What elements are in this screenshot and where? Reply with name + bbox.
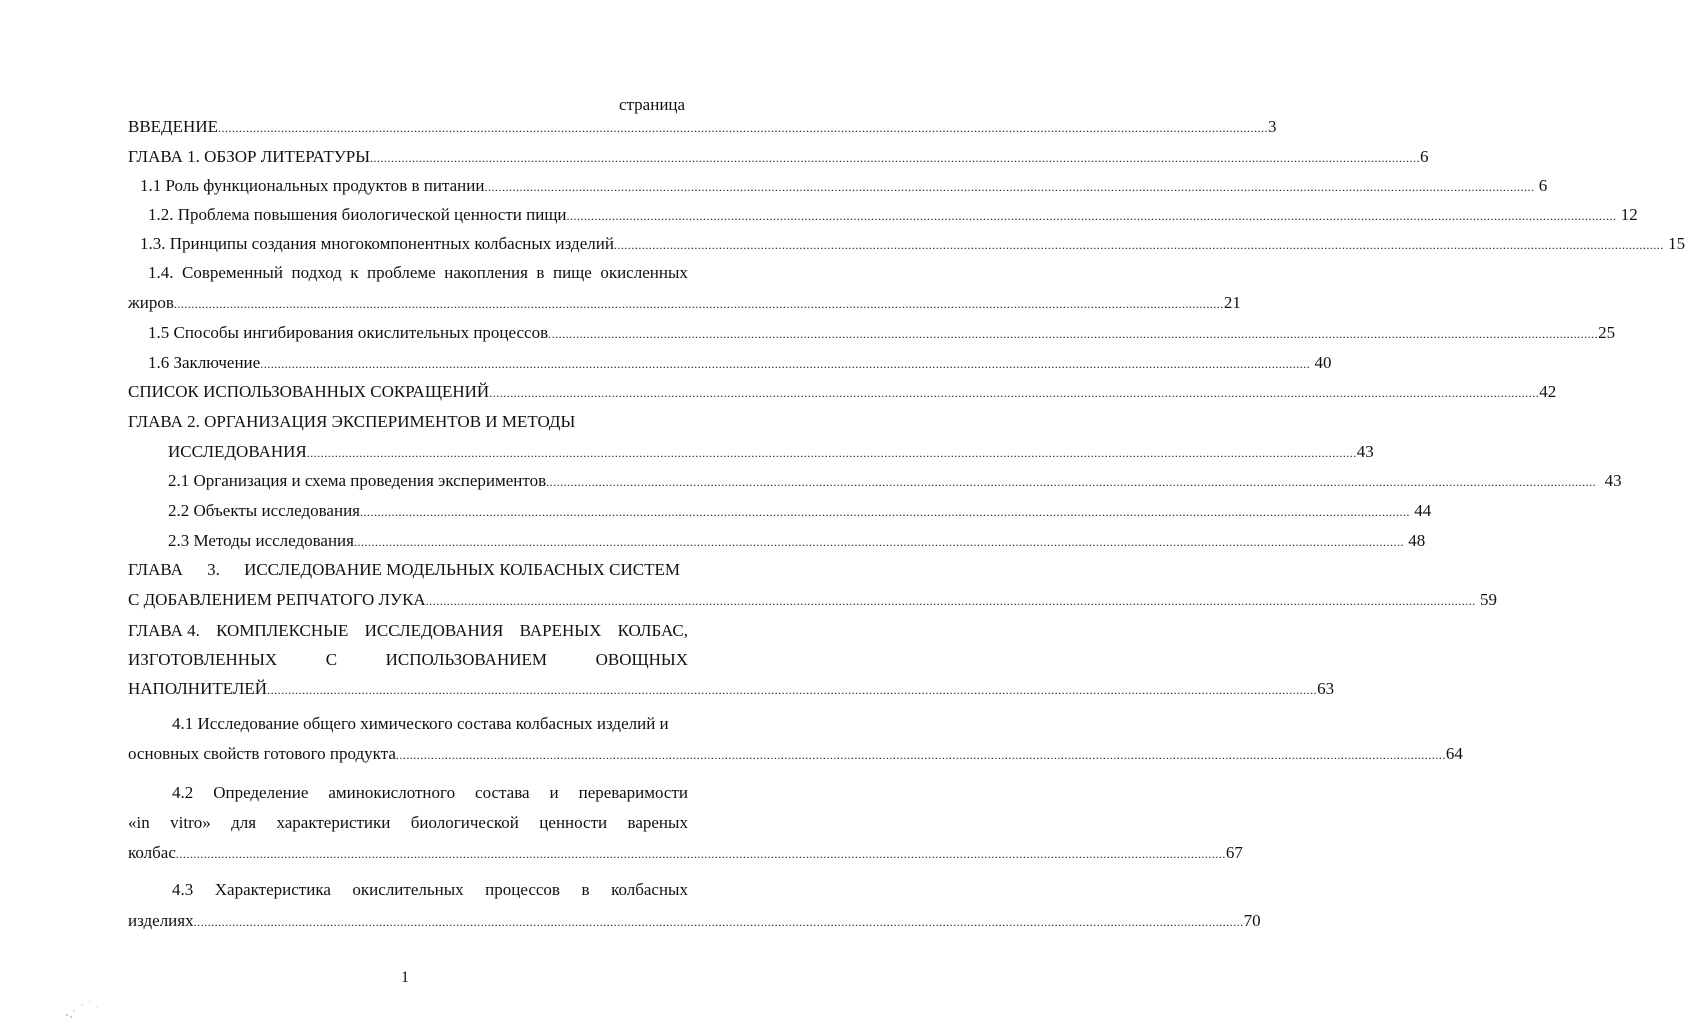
toc-entry-word: ВАРЕНЫХ (519, 621, 602, 640)
toc-entry-page: 3 (1267, 117, 1277, 136)
toc-entry-page: 59 (1475, 590, 1497, 609)
toc-entry-title: 1.1 Роль функциональных продуктов в питании (140, 176, 485, 195)
page-number: 1 (401, 969, 409, 986)
scan-specks (62, 995, 112, 1020)
toc-entry-word: в (581, 880, 590, 899)
toc-entry (140, 175, 1548, 197)
dot-leader: ............................................................................................................................................................................................................................................................................................................ (566, 209, 1617, 223)
toc-entry-word: проблеме (367, 263, 436, 282)
page-column-header: страница (619, 95, 686, 114)
toc-entry-word: С (325, 650, 338, 669)
toc-entry-word: 4.2 (172, 783, 194, 802)
toc-entry-title: жиров (128, 293, 174, 312)
toc-entry-page: 25 (1598, 323, 1616, 342)
toc-entry (128, 910, 1261, 932)
dot-leader: ............................................................................................................................................................................................................................................................................................................ (548, 327, 1599, 341)
toc-entry-word: биологической (410, 813, 519, 832)
toc-entry (148, 322, 1616, 344)
toc-entry-page: 42 (1539, 382, 1557, 401)
toc-entry (128, 842, 1243, 864)
toc-entry-title: 2.1 Организация и схема проведения экспериментов (168, 471, 547, 490)
toc-entry-word: ОВОЩНЫХ (595, 650, 688, 669)
toc-entry-page: 6 (1534, 176, 1548, 195)
toc-entry (172, 713, 688, 735)
dot-leader: ............................................................................................................................................................................................................................................................................................................ (613, 238, 1664, 252)
toc-entry (128, 116, 1277, 138)
toc-entry (168, 530, 1426, 552)
toc-entry-title: 1.5 Способы ингибирования окислительных процессов (148, 323, 549, 342)
toc-entry (128, 649, 688, 671)
toc-entry-word: ценности (539, 813, 608, 832)
toc-entry-word: процессов (485, 880, 560, 899)
toc-entry-page: 64 (1445, 744, 1463, 763)
toc-entry-word: к (350, 263, 359, 282)
toc-entry-word: ГЛАВА 4. (128, 621, 200, 640)
toc-entry-word: КОЛБАС, (617, 621, 688, 640)
toc-entry-word: ИССЛЕДОВАНИЕ МОДЕЛЬНЫХ КОЛБАСНЫХ СИСТЕМ (244, 560, 680, 579)
toc-entry (128, 381, 1557, 403)
toc-entry-page: 15 (1663, 234, 1685, 253)
toc-entry-page: 67 (1225, 843, 1243, 862)
toc-entry-word: 3. (207, 560, 220, 579)
toc-entry-word: подход (291, 263, 342, 282)
toc-entry-page: 44 (1409, 501, 1432, 520)
toc-entry-word: КОМПЛЕКСНЫЕ (216, 621, 349, 640)
toc-entry (128, 146, 1429, 168)
toc-entry-word: состава (475, 783, 530, 802)
toc-entry-word: ИЗГОТОВЛЕННЫХ (128, 650, 278, 669)
toc-entry-word: аминокислотного (328, 783, 456, 802)
toc-entry-word: ИСПОЛЬЗОВАНИЕМ (385, 650, 548, 669)
toc-entry-word: Характеристика (214, 880, 331, 899)
toc-entry (128, 559, 680, 581)
dot-leader: ............................................................................................................................................................................................................................................................................................................ (217, 121, 1268, 135)
toc-entry-word: в (536, 263, 545, 282)
toc-entry (168, 500, 1432, 522)
toc-entry-page: 48 (1403, 531, 1426, 550)
toc-entry-title: 1.3. Принципы создания многокомпонентных колбасных изделий (140, 234, 614, 253)
toc-entry (140, 233, 1685, 255)
dot-leader: ............................................................................................................................................................................................................................................................................................................ (489, 386, 1540, 400)
toc-entry-word: «in (128, 813, 150, 832)
toc-entry-word: Современный (182, 263, 283, 282)
dot-leader: ............................................................................................................................................................................................................................................................................................................ (175, 847, 1226, 861)
toc-entry-page: 12 (1616, 205, 1638, 224)
dot-leader: ............................................................................................................................................................................................................................................................................................................ (353, 535, 1404, 549)
toc-entry-title: 1.6 Заключение (148, 353, 261, 372)
dot-leader: ............................................................................................................................................................................................................................................................................................................ (425, 594, 1476, 608)
dot-leader: ............................................................................................................................................................................................................................................................................................................ (359, 505, 1410, 519)
dot-leader: ............................................................................................................................................................................................................................................................................................................ (260, 357, 1311, 371)
toc-entry (148, 204, 1638, 226)
toc-entry-word: окислительных (352, 880, 464, 899)
toc-entry (172, 782, 688, 804)
toc-entry (128, 292, 1241, 314)
toc-entry-word: переваримости (578, 783, 688, 802)
toc-entry-title: колбас (128, 843, 176, 862)
dot-leader: ............................................................................................................................................................................................................................................................................................................ (484, 180, 1535, 194)
toc-entry-word: 1.4. (148, 263, 174, 282)
toc-entry-word: накопления (444, 263, 528, 282)
toc-entry-title: СПИСОК ИСПОЛЬЗОВАННЫХ СОКРАЩЕНИЙ (128, 382, 490, 401)
toc-entry (168, 441, 1374, 463)
toc-entry (128, 411, 610, 433)
toc-entry-page: 21 (1223, 293, 1241, 312)
toc-entry-title: 2.2 Объекты исследования (168, 501, 360, 520)
toc-entry-page: 40 (1310, 353, 1332, 372)
toc-entry-title: 2.3 Методы исследования (168, 531, 354, 550)
toc-entry-title: ГЛАВА 2. ОРГАНИЗАЦИЯ ЭКСПЕРИМЕНТОВ И МЕТОДЫ (128, 412, 576, 431)
toc-entry-page: 43 (1356, 442, 1374, 461)
dot-leader: ............................................................................................................................................................................................................................................................................................................ (193, 915, 1244, 929)
toc-entry-word: пище (552, 263, 592, 282)
toc-entry (148, 352, 1332, 374)
dot-leader: ............................................................................................................................................................................................................................................................................................................ (395, 748, 1446, 762)
toc-entry (128, 812, 688, 834)
toc-entry-title: НАПОЛНИТЕЛЕЙ (128, 679, 268, 698)
toc-entry-title: 1.2. Проблема повышения биологической ценности пищи (148, 205, 567, 224)
toc-entry-word: вареных (627, 813, 688, 832)
toc-entry-word: ГЛАВА (128, 560, 183, 579)
toc-entry-word: характеристики (276, 813, 391, 832)
toc-entry-title: ГЛАВА 1. ОБЗОР ЛИТЕРАТУРЫ (128, 147, 371, 166)
toc-entry-word: и (549, 783, 559, 802)
toc-entry (128, 743, 1463, 765)
toc-entry-word: окисленных (600, 263, 688, 282)
dot-leader: ............................................................................................................................................................................................................................................................................................................ (306, 446, 1357, 460)
dot-leader: ............................................................................................................................................................................................................................................................................................................ (173, 297, 1224, 311)
toc-entry-word: для (231, 813, 257, 832)
toc-entry-title: С ДОБАВЛЕНИЕМ РЕПЧАТОГО ЛУКА (128, 590, 426, 609)
toc-entry (128, 620, 688, 642)
toc-entry-title: ИССЛЕДОВАНИЯ (168, 442, 307, 461)
toc-entry-title: 4.1 Исследование общего химического состава колбасных изделий и (172, 714, 669, 733)
toc-entry-word: 4.3 (172, 880, 194, 899)
toc-entry-title: изделиях (128, 911, 194, 930)
dot-leader: ............................................................................................................................................................................................................................................................................................................ (370, 151, 1421, 165)
toc-entry-page: 6 (1420, 147, 1429, 166)
toc-entry-page: 70 (1243, 911, 1261, 930)
toc-entry (168, 470, 1622, 492)
toc-entry (128, 589, 1497, 611)
toc-entry-word: колбасных (611, 880, 688, 899)
toc-entry (172, 879, 688, 901)
toc-entry-page: 63 (1317, 679, 1335, 698)
toc-entry-word: Определение (213, 783, 309, 802)
toc-entry-title: основных свойств готового продукта (128, 744, 396, 763)
toc-entry-page: 43 (1596, 471, 1622, 490)
toc-entry-word: ИССЛЕДОВАНИЯ (364, 621, 504, 640)
toc-entry-word: vitro» (170, 813, 211, 832)
toc-entry (148, 262, 688, 284)
dot-leader: ............................................................................................................................................................................................................................................................................................................ (546, 475, 1597, 489)
toc-entry (128, 678, 1335, 700)
toc-entry-title: ВВЕДЕНИЕ (128, 117, 218, 136)
dot-leader: ............................................................................................................................................................................................................................................................................................................ (267, 683, 1318, 697)
